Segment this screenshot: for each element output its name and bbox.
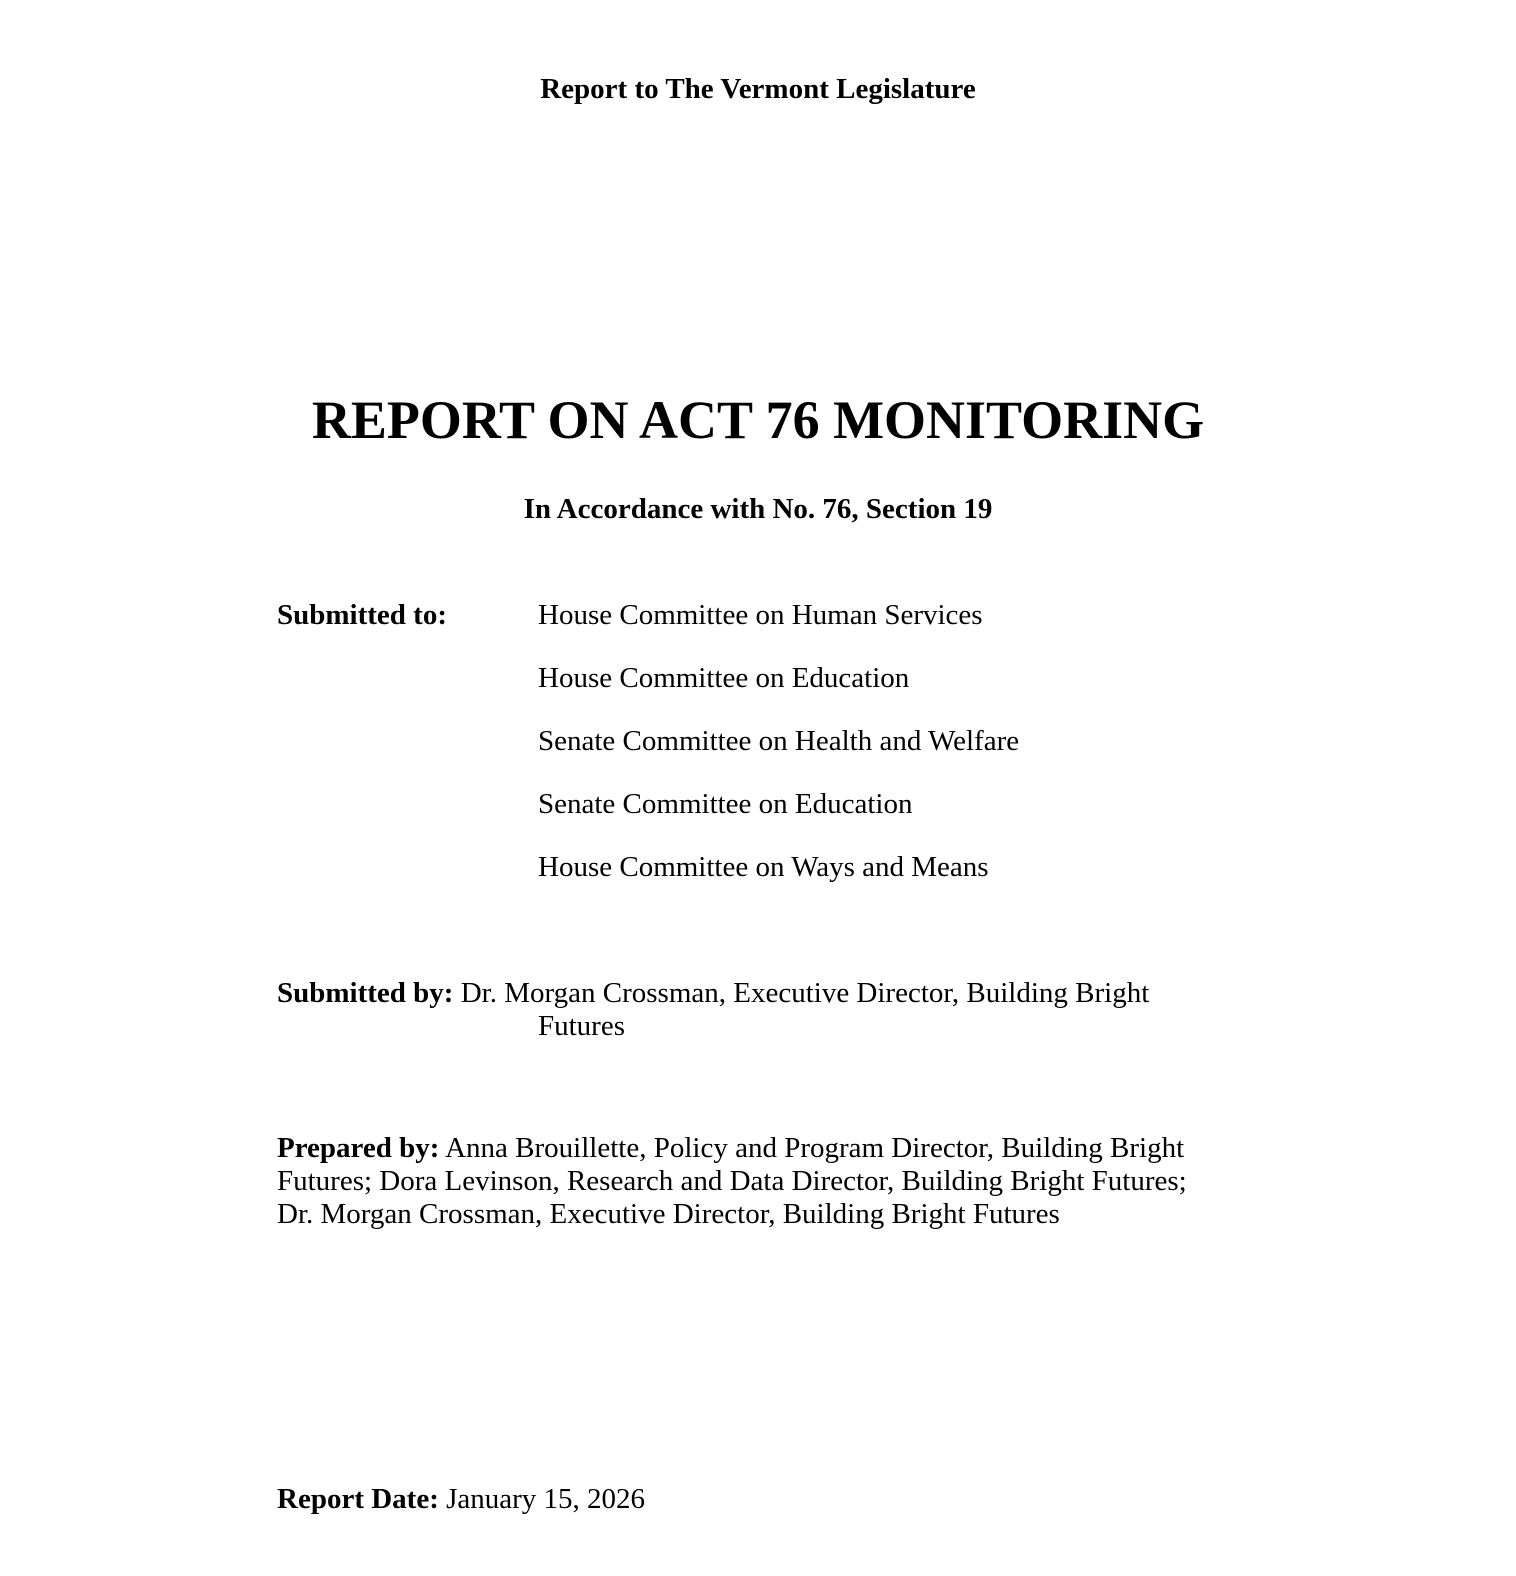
submitted-to-section: [277, 584, 1019, 899]
report-date-value: January 15, 2026: [446, 1483, 646, 1515]
report-date-line: [277, 1483, 645, 1516]
committee-item: House Committee on Ways and Means: [538, 851, 989, 883]
submitted-to-label: Submitted to:: [277, 599, 447, 631]
prepared-by-text: Anna Brouillette, Policy and Program Director, Building Bright Futures; Dora Levinson, Research and Data Director, Building Bright Futures; Dr. Morgan Crossman, Executive Director, Building Bright Futures: [277, 1132, 1187, 1230]
committee-item: House Committee on Human Services: [538, 599, 983, 631]
report-date-label: Report Date:: [277, 1483, 439, 1515]
committee-item: House Committee on Education: [538, 662, 910, 694]
prepared-by-paragraph: [277, 1132, 1211, 1231]
report-title: REPORT ON ACT 76 MONITORING: [311, 390, 1205, 450]
report-header: Report to The Vermont Legislature: [540, 73, 976, 105]
committee-item: Senate Committee on Health and Welfare: [538, 725, 1020, 757]
report-subtitle: In Accordance with No. 76, Section 19: [523, 493, 993, 525]
prepared-by-label: Prepared by:: [277, 1132, 440, 1164]
submitted-by-paragraph: [277, 977, 1211, 1043]
submitted-by-label: Submitted by:: [277, 977, 454, 1009]
submitted-by-text: Dr. Morgan Crossman, Executive Director, Building Bright Futures: [460, 977, 1150, 1042]
committee-item: Senate Committee on Education: [538, 788, 913, 820]
